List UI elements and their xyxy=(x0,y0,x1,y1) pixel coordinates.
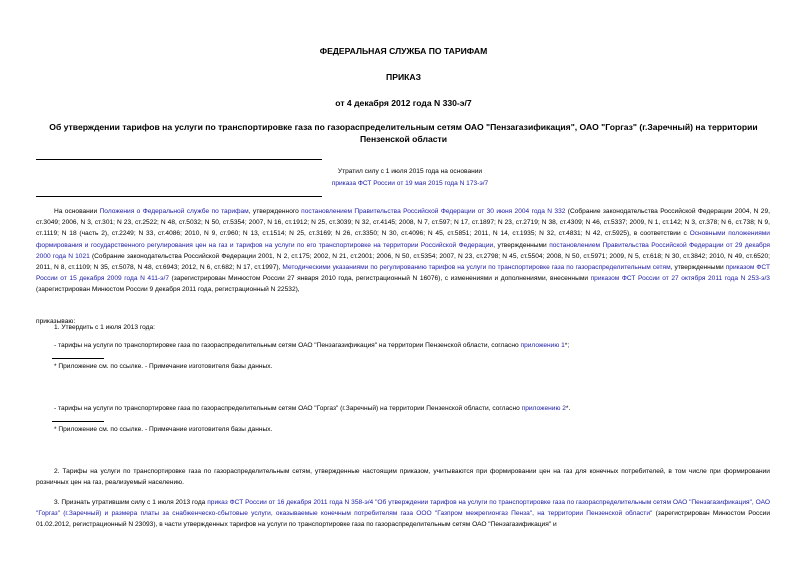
document-type: ПРИКАЗ xyxy=(386,72,421,82)
preamble-link[interactable]: приказом ФСТ России от 27 октября 2011 года N 253-э/3 xyxy=(590,275,770,283)
preamble-link[interactable]: постановлением Правительства Российской Федерации от 29 декабря 2000 года N 1021 xyxy=(36,241,770,260)
document-title: Об утверждении тарифов на услуги по транспортировке газа по газораспределительным сетям ОАО "Пензагазификация", ОАО "Горгаз" (г.Заречный) на территории Пензенской области xyxy=(49,122,758,144)
preamble-link[interactable]: Основными положениями формирования и государственного регулирования цен на газ и тарифов на услуги по его транспортировке на территории Российской Федерации xyxy=(36,230,770,249)
cancellation-link[interactable]: приказа ФСТ России от 19 мая 2015 года N 173-э/7 xyxy=(331,180,489,187)
footnote-a: * Приложение см. по ссылке. - Примечание изготовителя базы данных. xyxy=(54,363,273,370)
document-date: от 4 декабря 2012 года N 330-э/7 xyxy=(335,98,472,108)
tariff-a-text: - тарифы на услуги по транспортировке газа по газораспределительным сетям ОАО "Пензагазификация" на территории Пензенской области, согласно xyxy=(54,342,521,349)
appendix-1-link[interactable]: приложению 1 xyxy=(520,342,565,349)
preamble-link[interactable]: Положения о Федеральной службе по тарифам xyxy=(99,208,249,215)
tariff-a-tail: *; xyxy=(564,342,570,349)
footnote-b-rule xyxy=(52,421,104,422)
cancellation-text: Утратил силу с 1 июля 2015 года на основании xyxy=(337,168,483,175)
item3-text: 3. Признать утратившим силу с 1 июля 2013 года xyxy=(54,499,208,506)
preamble-link[interactable]: Методическими указаниями по регулированию тарифов на услуги по транспортировке газа по газораспределительным сетям xyxy=(282,264,671,272)
tariff-b-text: - тарифы на услуги по транспортировке газа по газораспределительным сетям ОАО "Горгаз" (г.Заречный) на территории Пензенской области, согласно xyxy=(54,405,522,412)
separator-top xyxy=(36,159,322,160)
preamble-text: (зарегистрирован Минюстом России 27 января 2010 года, регистрационный N 16076), с изменениями и дополнениями, внесенными xyxy=(168,275,591,283)
item3-link[interactable]: приказ ФСТ России от 16 декабря 2011 года N 358-э/4 "Об утверждении тарифов на услуги по транспортировке газа по газораспределительным сетям ОАО "Пензагазификация", ОАО "Горгаз" (г.Заречный) и размера платы за снабженческо-сбытовые услуги, оказываемые конечным потребителям газа ООО "Газпром межрегионгаз Пенза", на территории Пензенской области" xyxy=(36,499,770,518)
preamble-text: , утвержденными xyxy=(670,264,726,272)
item-3-paragraph xyxy=(36,497,770,531)
item-2-paragraph: 2. Тарифы на услуги по транспортировке газа по газораспределительным сетям, утвержденные настоящим приказом, учитываются при формировании цен на газ для конечных потребителей, в том числе при формировании розничных цен на газ, реализуемый населению. xyxy=(36,468,770,487)
preamble-text: , утвержденными xyxy=(493,241,550,249)
tariff-b-tail: *. xyxy=(565,405,571,412)
preamble-text: На основании xyxy=(54,208,100,215)
appendix-2-link[interactable]: приложению 2 xyxy=(521,405,566,412)
preamble-text: (Собрание законодательства Российской Федерации 2004, N 29, ст.3049; 2006, N 3, ст.301; N 23, ст.2522; N 48, ст.5032; N 50, ст.5354; 2007, N 16, ст.1912; N 25, ст.3039; N 32, ст.4145; 2008, N 7, ст.597; N 17, ст.1897; N 23, ст.2719; N 38, ст.4309; N 46, ст.5337; 2009, N 1, ст.142; N 3, ст.378; N 6, ст.738; N 9, ст.1119; N 18 (часть 2), ст.2249; N 33, ст.4086; 2010, N 9, ст.960; N 13, ст.1514; N 25, ст.3169; N 26, ст.3350; N 30, ст.4096; N 45, ст.5851; 2011, N 14, ст.1935; N 32, ст.4831; N 42, ст.5925), в соответствии с xyxy=(36,208,770,238)
preamble-link[interactable]: приказом ФСТ России от 15 декабря 2009 года N 411-э/7 xyxy=(36,264,771,283)
tariff-item-b xyxy=(54,404,570,414)
tariff-item-a xyxy=(54,341,569,351)
item-1: 1. Утвердить с 1 июля 2013 года: xyxy=(54,324,155,331)
order-word: приказываю: xyxy=(36,318,76,325)
item3-text: (зарегистрирован Минюстом России 01.02.2012, регистрационный N 23093), в части утвержденных тарифов на услуги по транспортировке газа по газораспределительным сетям ОАО "Пензагазификация" и xyxy=(36,510,770,529)
preamble-link[interactable]: постановлением Правительства Российской Федерации от 30 июня 2004 года N 332 xyxy=(301,208,566,215)
cancellation-note xyxy=(260,166,560,190)
preamble-text: , утвержденного xyxy=(248,208,302,215)
agency-name: ФЕДЕРАЛЬНАЯ СЛУЖБА ПО ТАРИФАМ xyxy=(319,46,488,56)
preamble-text: (зарегистрирован Минюстом России 9 декабря 2011 года, регистрационный N 22532), xyxy=(36,286,300,294)
preamble-paragraph xyxy=(36,206,770,296)
separator-bottom xyxy=(36,196,322,197)
preamble-text: (Собрание законодательства Российской Федерации 2001, N 2, ст.175; 2002, N 21, ст.2001; 2006, N 50, ст.5354; 2007, N 23, ст.2798; N 45, ст.5504; 2008, N 50, ст.5971; 2009, N 5, ст.618; N 30, ст.3842; 2010, N 49, ст.6520; 2011, N 8, ст.1109; N 35, ст.5078, N 48, ст.6943; 2012, N 6, ст.682; N 17, ст.1997), xyxy=(36,252,770,272)
footnote-a-rule xyxy=(52,358,104,359)
footnote-b: * Приложение см. по ссылке. - Примечание изготовителя базы данных. xyxy=(54,426,273,433)
